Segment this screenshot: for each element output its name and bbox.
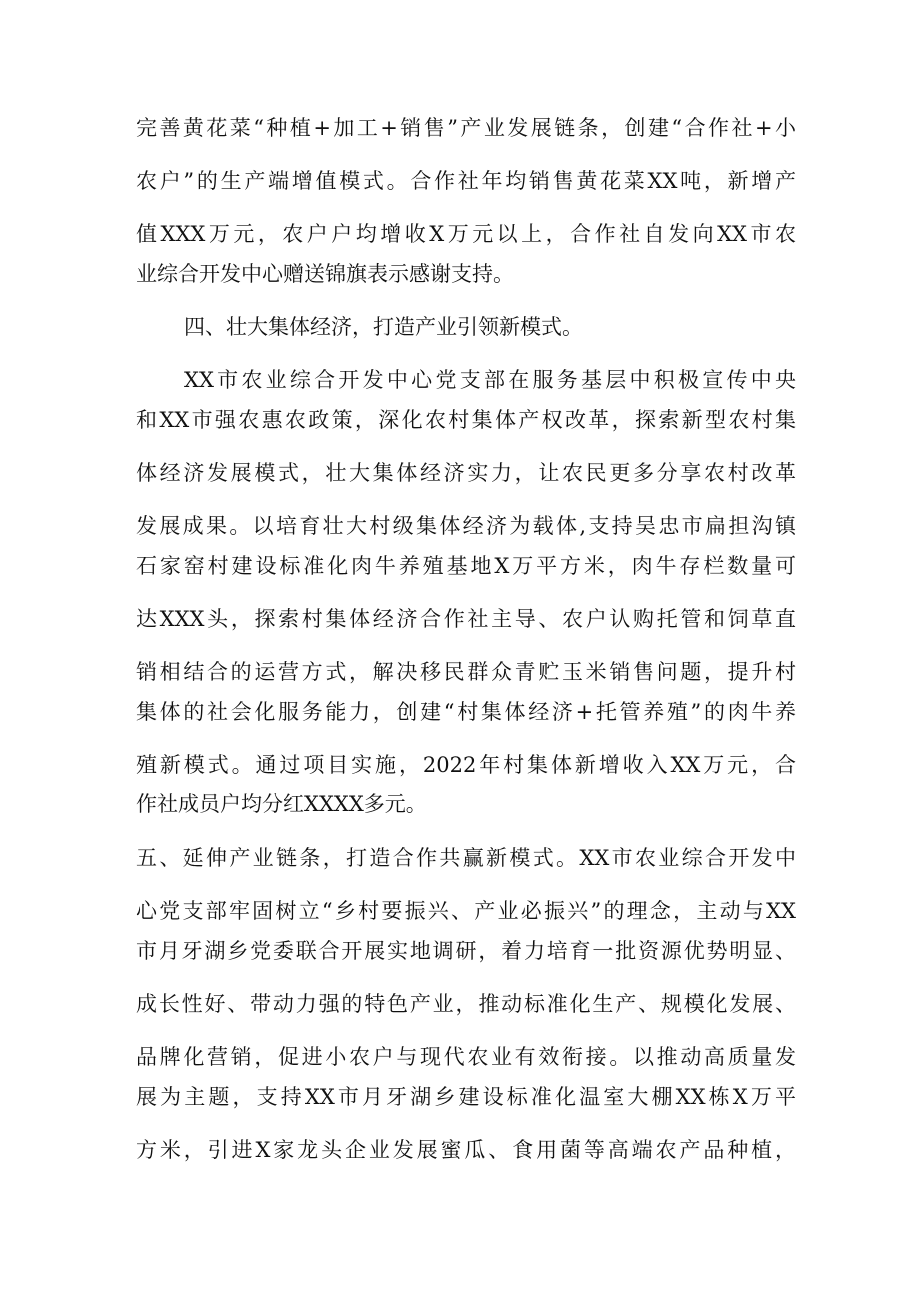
paragraph-line: 石家窑村建设标准化肉牛养殖基地X万平方米，肉牛存栏数量可	[136, 554, 796, 578]
paragraph-line: 体经济发展模式，壮大集体经济实力，让农民更多分享农村改革	[136, 461, 796, 485]
paragraph-line: 销相结合的运营方式，解决移民群众青贮玉米销售问题，提升村	[136, 660, 796, 684]
paragraph-line: 作社成员户均分红XXXX多元。	[136, 792, 427, 816]
paragraph-line: 五、延伸产业链条，打造合作共赢新模式。XX市农业综合开发中	[136, 846, 796, 870]
paragraph-line: 发展成果。以培育壮大村级集体经济为载体,支持吴忠市扁担沟镇	[136, 514, 796, 538]
paragraph-line: XX市农业综合开发中心党支部在服务基层中积极宣传中央	[184, 368, 796, 392]
paragraph-line: 和XX市强农惠农政策，深化农村集体产权改革，探索新型农村集	[136, 408, 796, 432]
paragraph-line: 达XXX头，探索村集体经济合作社主导、农户认购托管和饲草直	[136, 607, 796, 631]
paragraph-line: 展为主题，支持XX市月牙湖乡建设标准化温室大棚XX栋X万平	[136, 1085, 796, 1109]
paragraph-line: 市月牙湖乡党委联合开展实地调研，着力培育一批资源优势明显、	[136, 939, 796, 963]
paragraph-line: 成长性好、带动力强的特色产业，推动标准化生产、规模化发展、	[136, 992, 796, 1016]
paragraph-line: 农户”的生产端增值模式。合作社年均销售黄花菜XX吨，新增产	[136, 169, 796, 193]
paragraph-line: 值XXX万元，农户户均增收X万元以上，合作社自发向XX市农	[136, 222, 796, 246]
paragraph-line: 方米，引进X家龙头企业发展蜜瓜、食用菌等高端农产品种植，	[136, 1138, 796, 1162]
paragraph-line: 心党支部牢固树立“乡村要振兴、产业必振兴”的理念，主动与XX	[136, 899, 796, 923]
paragraph-line: 完善黄花菜“种植+加工+销售”产业发展链条，创建“合作社+小	[136, 116, 796, 140]
section-heading: 四、壮大集体经济，打造产业引领新模式。	[184, 315, 583, 339]
paragraph-line: 业综合开发中心赠送锦旗表示感谢支持。	[136, 262, 514, 286]
paragraph-line: 殖新模式。通过项目实施，2022年村集体新增收入XX万元，合	[136, 753, 796, 777]
paragraph-line: 品牌化营销，促进小农户与现代农业有效衔接。以推动高质量发	[136, 1045, 796, 1069]
paragraph-line: 集体的社会化服务能力，创建“村集体经济+托管养殖”的肉牛养	[136, 700, 796, 724]
